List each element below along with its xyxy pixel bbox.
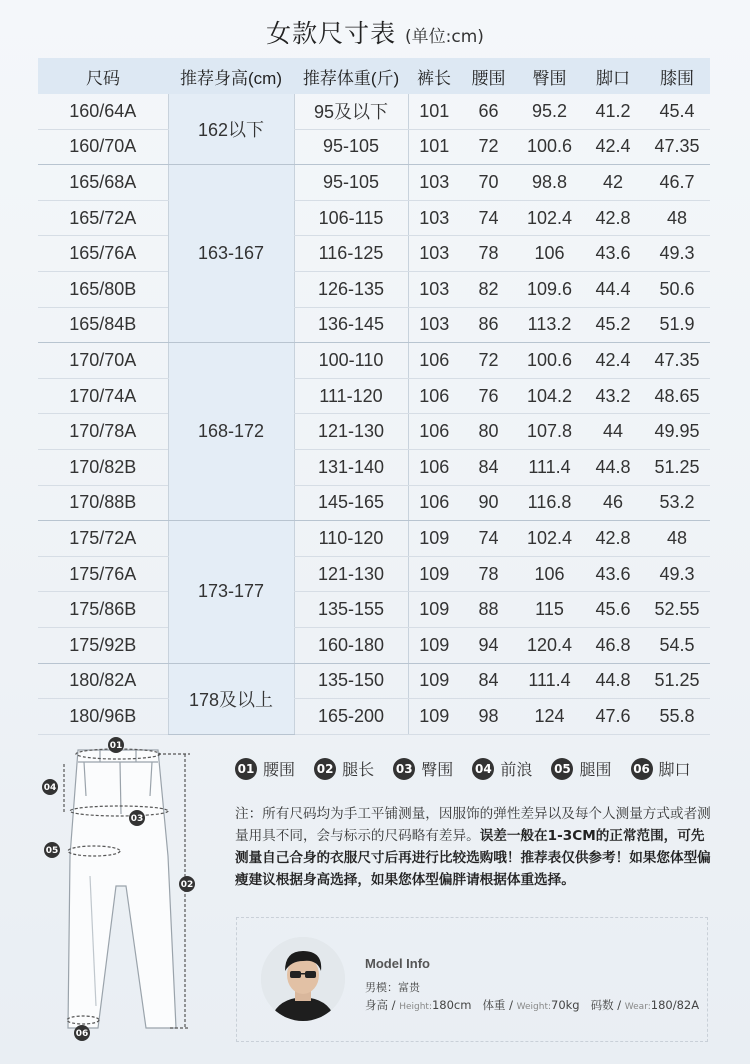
cell-size: 170/78A [38,414,168,450]
cell-knee: 51.9 [644,307,710,343]
marker-04: 04 [43,783,57,793]
legend-item [631,757,691,780]
legend-number: 05 [551,758,573,780]
cell-length: 101 [408,94,460,129]
table-row [38,521,710,557]
cell-knee: 45.4 [644,94,710,129]
cell-hip: 120.4 [517,627,582,663]
legend-number: 02 [314,758,336,780]
table-row [38,200,710,236]
cell-knee: 49.95 [644,414,710,450]
model-info-card [236,917,708,1042]
cell-waist: 78 [460,556,517,592]
cell-height: 162以下 [168,94,294,165]
cell-waist: 78 [460,236,517,272]
cell-weight: 95-105 [294,165,408,201]
cell-size: 170/70A [38,343,168,379]
cell-size: 180/82A [38,663,168,699]
col-header: 脚口 [582,58,644,94]
cell-hem: 46.8 [582,627,644,663]
wear-label: 码数 / [590,998,625,1012]
cell-length: 106 [408,414,460,450]
cell-hem: 44.8 [582,663,644,699]
col-header: 臀围 [517,58,582,94]
model-name-label: 男模： [365,981,398,994]
cell-size: 170/74A [38,378,168,414]
cell-knee: 51.25 [644,449,710,485]
weight-label-en: Weight: [516,1002,552,1012]
cell-weight: 135-155 [294,592,408,628]
cell-size: 175/76A [38,556,168,592]
cell-size: 165/76A [38,236,168,272]
cell-height: 163-167 [168,165,294,343]
cell-waist: 82 [460,271,517,307]
cell-hip: 106 [517,236,582,272]
cell-hip: 102.4 [517,521,582,557]
cell-size: 160/70A [38,129,168,165]
table-row [38,307,710,343]
cell-hip: 115 [517,592,582,628]
cell-hem: 44.4 [582,271,644,307]
cell-waist: 74 [460,200,517,236]
cell-size: 165/72A [38,200,168,236]
cell-weight: 145-165 [294,485,408,521]
table-body [38,94,710,734]
table-row [38,663,710,699]
model-height: 180cm [431,998,472,1012]
cell-length: 103 [408,307,460,343]
legend-item [472,757,532,780]
cell-hip: 98.8 [517,165,582,201]
cell-hem: 42.8 [582,521,644,557]
legend-item [314,757,374,780]
table-header-row [38,58,710,94]
cell-size: 165/80B [38,271,168,307]
cell-waist: 84 [460,663,517,699]
cell-size: 165/68A [38,165,168,201]
model-weight: 70kg [551,998,580,1012]
model-info-title: Model Info [365,956,430,971]
cell-length: 106 [408,378,460,414]
cell-knee: 52.55 [644,592,710,628]
cell-knee: 49.3 [644,236,710,272]
cell-length: 109 [408,521,460,557]
table-row [38,592,710,628]
height-label: 身高 / [365,998,400,1012]
table-row [38,485,710,521]
cell-length: 101 [408,129,460,165]
cell-size: 170/82B [38,449,168,485]
cell-waist: 74 [460,521,517,557]
table-row [38,556,710,592]
col-header: 推荐身高(cm) [168,58,294,94]
legend-number: 03 [393,758,415,780]
cell-hip: 95.2 [517,94,582,129]
marker-06: 06 [75,1029,89,1039]
marker-02: 02 [180,880,194,890]
cell-hem: 41.2 [582,94,644,129]
cell-waist: 70 [460,165,517,201]
weight-label: 体重 / [482,998,517,1012]
marker-01: 01 [109,741,123,751]
legend-label: 臀围 [421,760,454,779]
cell-waist: 76 [460,378,517,414]
cell-size: 175/92B [38,627,168,663]
cell-waist: 90 [460,485,517,521]
cell-hip: 106 [517,556,582,592]
legend-label: 前浪 [500,760,533,779]
table-row [38,165,710,201]
cell-length: 106 [408,449,460,485]
cell-length: 106 [408,485,460,521]
cell-weight: 121-130 [294,414,408,450]
model-name: 富贵 [398,981,420,994]
cell-size: 180/96B [38,699,168,735]
cell-weight: 110-120 [294,521,408,557]
cell-weight: 136-145 [294,307,408,343]
cell-waist: 86 [460,307,517,343]
cell-weight: 111-120 [294,378,408,414]
cell-height: 178及以上 [168,663,294,734]
cell-hip: 107.8 [517,414,582,450]
cell-knee: 53.2 [644,485,710,521]
marker-03: 03 [130,814,144,824]
cell-waist: 80 [460,414,517,450]
cell-length: 109 [408,627,460,663]
col-header: 膝围 [644,58,710,94]
model-name-line [365,979,420,995]
cell-hip: 102.4 [517,200,582,236]
legend-number: 01 [235,758,257,780]
wear-label-en: Wear: [624,1002,651,1012]
cell-weight: 160-180 [294,627,408,663]
size-table [38,58,710,735]
cell-waist: 88 [460,592,517,628]
cell-hem: 45.6 [582,592,644,628]
cell-hem: 46 [582,485,644,521]
cell-waist: 72 [460,343,517,379]
cell-weight: 165-200 [294,699,408,735]
cell-size: 175/86B [38,592,168,628]
cell-knee: 47.35 [644,343,710,379]
title-main: 女款尺寸表 [266,19,397,48]
cell-length: 106 [408,343,460,379]
cell-knee: 55.8 [644,699,710,735]
cell-knee: 51.25 [644,663,710,699]
cell-size: 160/64A [38,94,168,129]
cell-hip: 111.4 [517,663,582,699]
legend-number: 04 [472,758,494,780]
legend-item [235,757,295,780]
page-title [0,14,750,50]
cell-hip: 116.8 [517,485,582,521]
cell-length: 103 [408,236,460,272]
cell-length: 109 [408,556,460,592]
table-row [38,271,710,307]
cell-waist: 98 [460,699,517,735]
col-header: 裤长 [408,58,460,94]
model-avatar [261,937,345,1021]
legend-number: 06 [631,758,653,780]
cell-waist: 72 [460,129,517,165]
table-row [38,627,710,663]
table-row [38,343,710,379]
cell-hem: 43.6 [582,236,644,272]
cell-hip: 124 [517,699,582,735]
measurement-legend [235,757,735,785]
cell-knee: 49.3 [644,556,710,592]
table-row [38,129,710,165]
cell-hem: 44 [582,414,644,450]
cell-hem: 44.8 [582,449,644,485]
cell-knee: 54.5 [644,627,710,663]
note-emphasis: 误差一般在1-3CM的正常范围，可先测量自己合身的衣服尺寸后再进行比较选购哦！推荐表仅供参考！如果您体型偏瘦建议根据身高选择，如果您体型偏胖请根据体重选择。 [235,828,711,888]
title-unit: (单位:cm) [405,27,484,47]
cell-height: 168-172 [168,343,294,521]
cell-waist: 66 [460,94,517,129]
legend-label: 脚口 [658,760,691,779]
cell-weight: 100-110 [294,343,408,379]
cell-size: 170/88B [38,485,168,521]
cell-weight: 106-115 [294,200,408,236]
cell-knee: 48 [644,200,710,236]
table-row [38,378,710,414]
legend-item [393,757,453,780]
cell-knee: 50.6 [644,271,710,307]
cell-hem: 42.4 [582,129,644,165]
cell-hip: 100.6 [517,129,582,165]
col-header: 推荐体重(斤) [294,58,408,94]
cell-size: 175/72A [38,521,168,557]
cell-size: 165/84B [38,307,168,343]
note-text: 注：所有尺码均为手工平铺测量，因服饰的弹性差异以及每个人测量方式或者测量用具不同，会与标示的尺码略有差异。 [235,806,711,844]
cell-weight: 131-140 [294,449,408,485]
model-wear-size: 180/82A [650,998,700,1012]
cell-height: 173-177 [168,521,294,663]
cell-waist: 84 [460,449,517,485]
cell-hip: 100.6 [517,343,582,379]
cell-knee: 47.35 [644,129,710,165]
cell-hip: 111.4 [517,449,582,485]
col-header: 尺码 [38,58,168,94]
cell-knee: 48 [644,521,710,557]
cell-hem: 42 [582,165,644,201]
height-label-en: Height: [399,1002,432,1012]
table-row [38,94,710,129]
cell-hip: 104.2 [517,378,582,414]
legend-label: 腿围 [579,760,612,779]
cell-weight: 116-125 [294,236,408,272]
cell-weight: 126-135 [294,271,408,307]
col-header: 腰围 [460,58,517,94]
cell-knee: 48.65 [644,378,710,414]
marker-05: 05 [45,846,59,856]
cell-weight: 135-150 [294,663,408,699]
cell-length: 109 [408,699,460,735]
table-row [38,699,710,735]
cell-hip: 113.2 [517,307,582,343]
cell-hem: 43.6 [582,556,644,592]
cell-weight: 95-105 [294,129,408,165]
table-row [38,449,710,485]
cell-length: 103 [408,200,460,236]
legend-item [551,757,611,780]
cell-waist: 94 [460,627,517,663]
cell-hem: 42.8 [582,200,644,236]
model-measurements [365,997,699,1013]
cell-length: 103 [408,165,460,201]
cell-hem: 42.4 [582,343,644,379]
legend-label: 腰围 [263,760,296,779]
table-row [38,414,710,450]
cell-hem: 47.6 [582,699,644,735]
cell-weight: 121-130 [294,556,408,592]
cell-length: 109 [408,663,460,699]
cell-length: 109 [408,592,460,628]
measurement-note [235,803,715,891]
pants-diagram [40,736,210,1046]
cell-hem: 43.2 [582,378,644,414]
cell-length: 103 [408,271,460,307]
table-row [38,236,710,272]
cell-knee: 46.7 [644,165,710,201]
cell-hip: 109.6 [517,271,582,307]
cell-hem: 45.2 [582,307,644,343]
legend-label: 腿长 [342,760,375,779]
cell-weight: 95及以下 [294,94,408,129]
